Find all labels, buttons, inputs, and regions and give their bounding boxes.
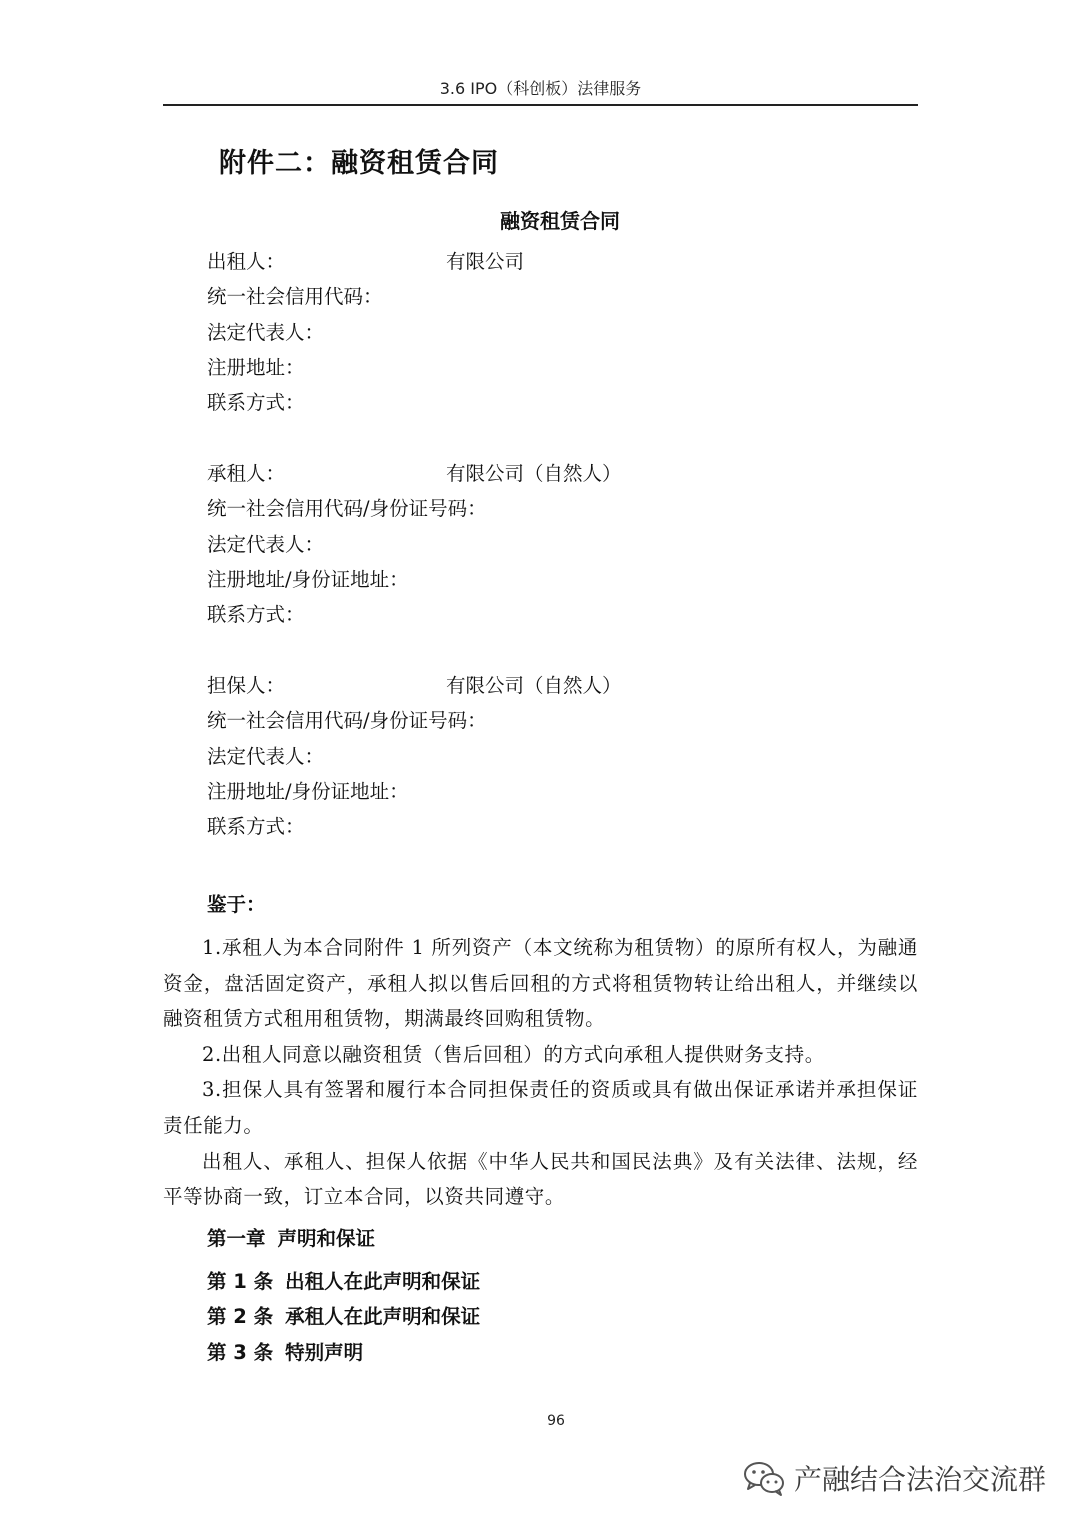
field-label: 出租人： [207,250,286,273]
recital-paragraph: 2.出租人同意以融资租赁（售后回租）的方式向承租人提供财务支持。 [202,1042,825,1066]
article-number: 第 3 条 [207,1341,274,1364]
header-rule [163,104,918,106]
field-label: 联系方式： [207,815,305,839]
article-number: 第 1 条 [207,1270,274,1293]
chapter-heading [207,1223,375,1251]
page-number: 96 [547,1413,565,1429]
contract-title: 融资租赁合同 [500,209,620,233]
article-heading [207,1266,480,1294]
field-label: 法定代表人： [207,744,325,768]
chapter-number: 第一章 [207,1227,266,1250]
wechat-icon [742,1459,786,1497]
field-label: 承租人： [207,462,286,485]
field-label: 注册地址/身份证地址： [207,567,409,591]
recitals [163,930,918,1215]
article-heading [207,1301,480,1329]
field-label: 法定代表人： [207,532,325,556]
watermark-text: 产融结合法治交流群 [793,1463,1046,1496]
field-value: 有限公司（自然人） [446,674,622,697]
chapter-title: 声明和保证 [277,1227,376,1250]
article-title: 特别声明 [285,1341,364,1364]
field-label: 统一社会信用代码/身份证号码： [207,497,487,521]
article-title: 承租人在此声明和保证 [285,1305,481,1328]
field-value: 有限公司 [446,250,525,273]
recital-paragraph: 3.担保人具有签署和履行本合同担保责任的资质或具有做出保证承诺并承担保证责任能力。 [163,1078,918,1137]
field-label: 统一社会信用代码/身份证号码： [207,709,487,733]
running-header: 3.6 IPO（科创板）法律服务 [439,79,642,98]
field-label: 联系方式： [207,603,305,627]
recital-paragraph: 1.承租人为本合同附件 1 所列资产（本文统称为租赁物）的原所有权人，为融通资金，盘活固定资产，承租人拟以售后回租的方式将租赁物转让给出租人，并继续以融资租赁方式租用租赁物，期满最终回购租赁物。 [163,936,918,1031]
watermark [742,1458,1046,1498]
field-label: 担保人： [207,674,286,697]
field-label: 统一社会信用代码： [207,285,383,309]
field-label: 法定代表人： [207,320,325,344]
article-title: 出租人在此声明和保证 [285,1270,481,1293]
article-heading [207,1337,363,1365]
appendix-title: 附件二：融资租赁合同 [219,148,499,179]
field-label: 注册地址： [207,355,305,379]
recital-heading: 鉴于： [207,893,266,916]
field-value: 有限公司（自然人） [446,462,622,485]
field-label: 联系方式： [207,391,305,415]
field-label: 注册地址/身份证地址： [207,779,409,803]
article-number: 第 2 条 [207,1305,274,1328]
recital-paragraph: 出租人、承租人、担保人依据《中华人民共和国民法典》及有关法律、法规，经平等协商一致，订立本合同，以资共同遵守。 [163,1149,918,1209]
